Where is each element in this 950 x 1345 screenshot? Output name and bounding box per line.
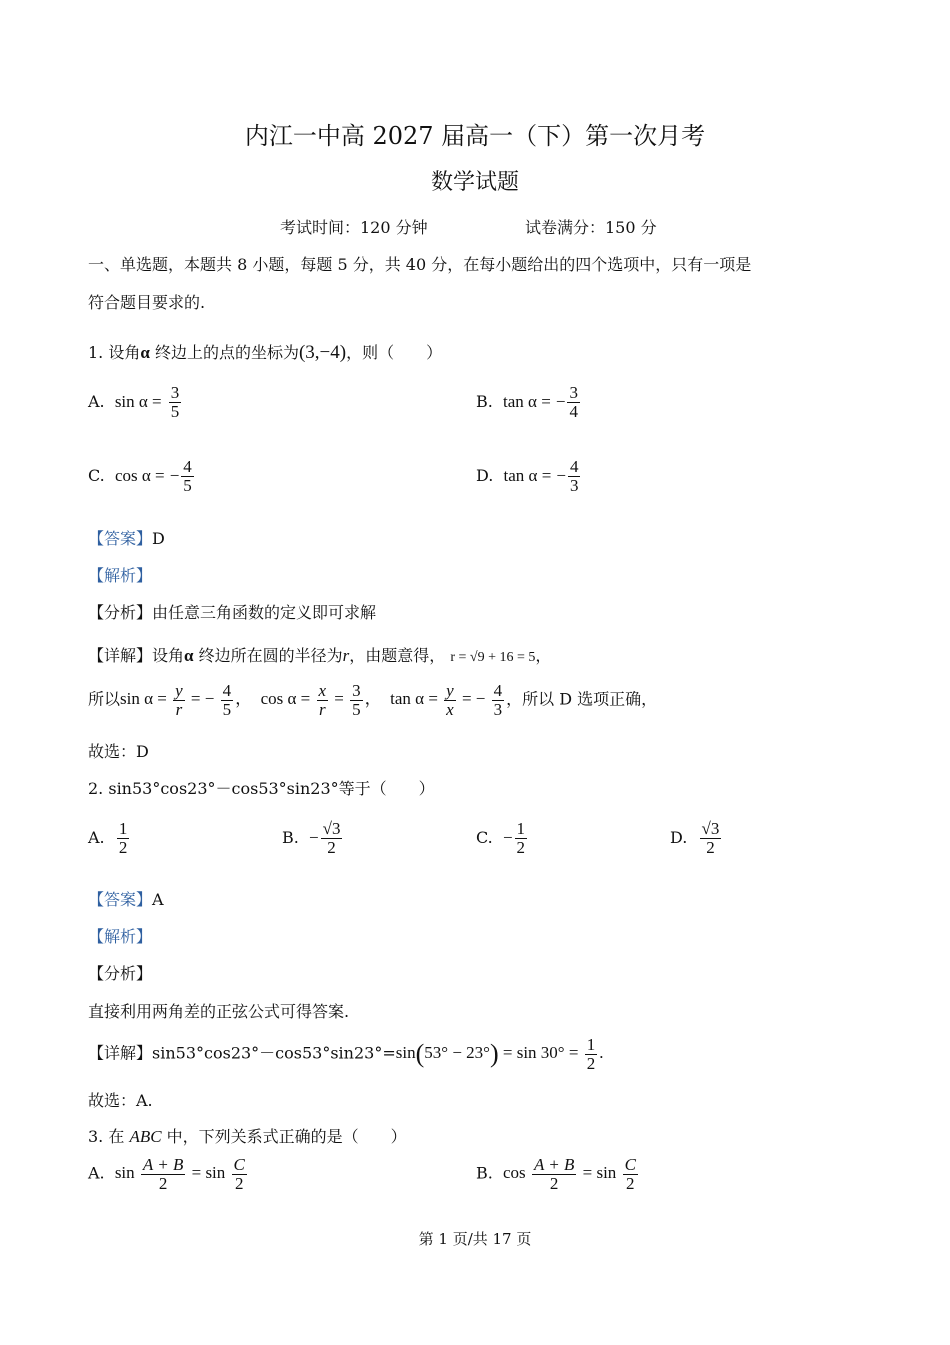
exam-subtitle: 数学试题 xyxy=(430,170,519,195)
answer-tag: 【答案】 xyxy=(88,890,153,909)
page-footer: 第 1 页/共 17 页 xyxy=(418,1230,532,1248)
frac-den: 2 xyxy=(706,837,715,857)
option-sign: − xyxy=(556,465,566,485)
option-lhs: tan α = xyxy=(503,391,551,411)
q1-option-d xyxy=(476,458,582,495)
option-sign: − xyxy=(169,465,180,485)
q3-option-a: A. sin $\frac{A + B}{2}$ = sin $\frac{C}{2}$ xyxy=(88,1155,245,1193)
option-lhs: sin α = xyxy=(114,391,162,411)
frac-den: 2 xyxy=(327,837,336,857)
frac-den: 4 xyxy=(569,401,578,421)
answer-tag: 【答案】 xyxy=(88,529,153,548)
xiangjie-text: ，由题意得， xyxy=(349,646,446,665)
xiangjie-text: sin53°cos23°－cos53°sin23°= xyxy=(152,1043,396,1063)
frac-den: 5 xyxy=(170,401,180,421)
option-label: B. xyxy=(476,391,493,411)
q2-option-c xyxy=(476,820,529,857)
frac-num: A + B xyxy=(142,1155,184,1174)
xiangjie-text: ， xyxy=(535,646,552,665)
exam-title: 内江一中高 2027 届高一（下）第一次月考 xyxy=(244,122,706,150)
q2-guxuan: 故选：A. xyxy=(88,1091,153,1110)
q2-option-d xyxy=(670,820,723,857)
frac-num: C xyxy=(233,1155,245,1174)
frac-den: 3 xyxy=(569,475,579,495)
xiangjie-tag: 【详解】 xyxy=(88,1043,153,1063)
option-label: D. xyxy=(476,465,494,485)
frac-num: 4 xyxy=(183,457,192,476)
option-label: C. xyxy=(476,827,493,847)
q1-option-c xyxy=(88,458,196,495)
option-label: C. xyxy=(88,465,105,485)
q1-point: (3,−4) xyxy=(298,342,347,363)
frac-den: 2 xyxy=(516,837,526,857)
q1-option-b xyxy=(476,384,582,421)
q1-answer xyxy=(88,526,165,549)
option-lhs: cos α = xyxy=(114,465,165,485)
answer-value: A xyxy=(152,890,164,909)
frac-num: 3 xyxy=(569,383,578,402)
frac-num: 3 xyxy=(170,383,180,402)
derivation-prefix: 所以 xyxy=(88,689,121,709)
option-sign: − xyxy=(555,391,566,411)
q1-jiexi: 【解析】 xyxy=(88,566,153,585)
q2-xiangjie: 【详解】sin53°cos23°－cos53°sin23°=sin(53° − 23°) = sin 30° = $\frac{1}{2}$ . xyxy=(88,1035,604,1073)
q1-prefix: 1. 设角 xyxy=(88,343,141,362)
func-name: sin xyxy=(596,1163,617,1183)
frac-den: 5 xyxy=(183,475,192,495)
fenxi-text: 由任意三角函数的定义即可求解 xyxy=(152,603,377,622)
q1-fenxi xyxy=(88,600,376,623)
option-label: A. xyxy=(88,391,105,411)
q1-stem xyxy=(88,340,442,364)
q2-stem: 2. sin53°cos23°－cos53°sin23°等于（ ） xyxy=(88,779,435,798)
frac-num: √3 xyxy=(322,819,341,838)
q3-stem xyxy=(88,1124,407,1147)
func-name: sin xyxy=(114,1163,135,1183)
r-symbol: r xyxy=(342,646,350,665)
frac-den: 2 xyxy=(118,837,128,857)
q2-option-a xyxy=(88,820,131,857)
exam-time: 考试时间：120 分钟 xyxy=(280,218,428,237)
q2-option-b xyxy=(282,820,344,857)
q1-option-a xyxy=(88,384,183,421)
option-label: B. xyxy=(282,827,299,847)
q2-jiexi: 【解析】 xyxy=(88,927,153,946)
xiangjie-tag: 【详解】 xyxy=(88,646,153,665)
fenxi-tag: 【分析】 xyxy=(88,603,153,622)
option-label: B. xyxy=(476,1163,493,1183)
q1-derivation: 所以sin α = $\frac{y}{r}$ = − $\frac{4}{5}$ ， cos α = $\frac{x}{r}$ = $\frac{3}{5}$ ， tan α = $\frac{y}{x}$ = − $\frac{4}{3}$ ，所以 D 选项正确， xyxy=(88,681,658,719)
option-sign: − xyxy=(502,827,513,847)
frac-num: 1 xyxy=(516,819,526,838)
q3-suffix: 中，下列关系式正确的是（ ） xyxy=(166,1127,407,1146)
q3-prefix: 3. 在 xyxy=(88,1127,125,1146)
frac-num: √3 xyxy=(701,819,720,838)
frac-num: C xyxy=(624,1155,636,1174)
frac-num: 4 xyxy=(569,457,579,476)
option-sign: − xyxy=(309,827,319,847)
triangle-name: ABC xyxy=(129,1127,162,1146)
option-lhs: tan α = xyxy=(503,465,552,485)
func-name: cos xyxy=(503,1163,526,1183)
derivation-suffix: ，所以 D 选项正确， xyxy=(506,689,658,709)
frac-num: A + B xyxy=(533,1155,575,1174)
alpha-symbol: α xyxy=(140,343,150,362)
xiangjie-text: 设角 xyxy=(152,646,185,665)
frac-num: 1 xyxy=(118,819,128,838)
q3-option-b: B. cos $\frac{A + B}{2}$ = sin $\frac{C}{2}$ xyxy=(476,1155,636,1193)
option-label: A. xyxy=(88,827,105,847)
option-label: A. xyxy=(88,1163,105,1183)
q2-fenxi-tag: 【分析】 xyxy=(88,964,153,983)
xiangjie-text: 终边所在圆的半径为 xyxy=(198,646,343,665)
option-label: D. xyxy=(670,827,688,847)
q1-guxuan: 故选：D xyxy=(88,742,149,761)
func-name: sin xyxy=(205,1163,226,1183)
radius-equation: r = √9 + 16 = 5 xyxy=(450,650,536,665)
q2-fenxi-text: 直接利用两角差的正弦公式可得答案. xyxy=(88,1002,350,1021)
q1-xiangjie xyxy=(88,643,551,666)
q2-answer xyxy=(88,887,164,910)
section-intro-line1: 一、单选题，本题共 8 小题，每题 5 分，共 40 分，在每小题给出的四个选项中，只有一项是 xyxy=(88,255,752,274)
alpha-symbol: α xyxy=(184,646,194,665)
q1-mid: 终边上的点的坐标为 xyxy=(154,343,299,362)
answer-value: D xyxy=(152,529,165,548)
exam-score: 试卷满分：150 分 xyxy=(525,218,657,237)
q1-suffix: ，则（ ） xyxy=(346,343,443,362)
section-intro-line2: 符合题目要求的. xyxy=(88,293,206,312)
